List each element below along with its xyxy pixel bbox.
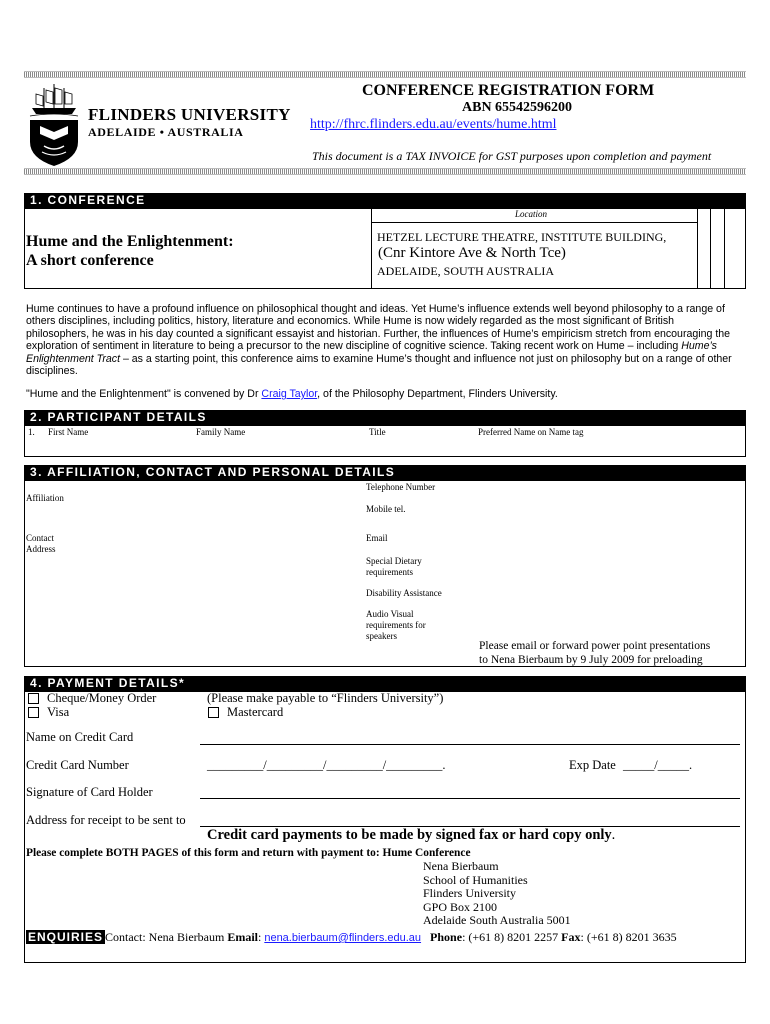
top-hatch-divider [24, 71, 746, 78]
conference-col-c [724, 208, 725, 289]
return-instructions: Please complete BOTH PAGES of this form and return with payment to: Hume Conference [26, 847, 471, 859]
university-location: ADELAIDE • AUSTRALIA [88, 125, 244, 139]
exp-date-label: Exp Date [569, 758, 616, 772]
card-number-field[interactable]: _________/_________/_________/_________. [207, 758, 446, 772]
av-requirements-label: Audio Visual requirements for speakers [366, 609, 426, 641]
address-line: Nena Bierbaum [423, 859, 499, 873]
section-3-header: 3. AFFILIATION, CONTACT AND PERSONAL DETAILS [24, 465, 746, 480]
dietary-label: Special Dietary requirements [366, 556, 422, 577]
tax-invoice-note: This document is a TAX INVOICE for GST purposes upon completion and payment [312, 149, 712, 163]
form-title: CONFERENCE REGISTRATION FORM [362, 82, 655, 99]
section-4-header: 4. PAYMENT DETAILS* [24, 676, 746, 691]
description-part-1: Hume continues to have a profound influence on philosophical thought and ideas. Yet Hume’s influence extends well beyond philosophy to a range of others disciplines, including politics, history, literature and economics. While Hume is now widely regarded as the most significant of British philosophers, he was in his day counted a significant essayist and historian. Further, the influences of Hume’s empiricism stretch from encouraging the exploration of sentiment in literature to being a precursor to the new discipline of cognitive science. Taking recent work on Hume – including [26, 303, 731, 353]
enquiries-email-link[interactable]: nena.bierbaum@flinders.edu.au [264, 932, 422, 944]
exp-date-field[interactable]: _____/_____. [623, 758, 693, 772]
participant-row-number: 1. [28, 427, 35, 437]
convenor-line [26, 388, 558, 400]
enquiries-line: ENQUIRIES Contact: Nena Bierbaum Email: nena.bierbaum@flinders.edu.au Phone: (+61 8) 8201 2257 Fax: (+61 8) 8201 3635 [28, 930, 677, 944]
university-name: FLINDERS UNIVERSITY [88, 105, 291, 124]
section-1-header: 1. CONFERENCE [24, 193, 746, 208]
affiliation-label: Affiliation [26, 493, 64, 503]
return-address [423, 860, 571, 928]
event-url-link[interactable]: http://fhrc.flinders.edu.au/events/hume.html [310, 117, 557, 132]
venue-line2: (Cnr Kintore Ave & North Tce) [378, 245, 566, 261]
mobile-label: Mobile tel. [366, 504, 406, 514]
cheque-checkbox[interactable] [28, 693, 39, 704]
enquiries-email-label: Email [227, 930, 258, 944]
visa-checkbox[interactable] [28, 707, 39, 718]
venue-line1: HETZEL LECTURE THEATRE, INSTITUTE BUILDING, [377, 230, 667, 244]
email-label: Email [366, 533, 388, 543]
conference-title-line2: A short conference [26, 252, 154, 269]
family-name-label: Family Name [196, 427, 246, 437]
signature-label: Signature of Card Holder [26, 785, 153, 799]
receipt-address-label: Address for receipt to be sent to [26, 813, 186, 827]
disability-label: Disability Assistance [366, 588, 442, 598]
convened-post: , of the Philosophy Department, Flinders University. [317, 388, 558, 400]
powerpoint-note-line2: to Nena Bierbaum by 9 July 2009 for preloading [479, 654, 703, 666]
flinders-crest-icon [26, 82, 82, 166]
description-tract-title: Hume’s Enlightenment Tract [26, 340, 717, 365]
conference-title [26, 232, 234, 270]
mastercard-label: Mastercard [227, 705, 284, 719]
enquiries-phone: : (+61 8) 8201 2257 [462, 930, 562, 944]
credit-card-note-text: Credit card payments to be made by signed fax or hard copy only [207, 827, 612, 843]
address-line: GPO Box 2100 [423, 899, 498, 914]
enquiries-phone-label: Phone [430, 930, 463, 944]
powerpoint-note-line1: Please email or forward power point presentations [479, 640, 711, 652]
conference-col-b [710, 208, 711, 289]
abn: ABN 65542596200 [462, 100, 573, 115]
section-2-header: 2. PARTICIPANT DETAILS [24, 410, 746, 425]
card-number-label: Credit Card Number [26, 758, 129, 772]
location-label: Location [515, 209, 548, 219]
visa-label: Visa [47, 705, 70, 719]
address-line: School of Humanities [423, 872, 528, 887]
cheque-label: Cheque/Money Order [47, 691, 157, 705]
mid-hatch-divider [24, 168, 746, 175]
address-line: Flinders University [423, 886, 516, 901]
enquiries-contact: Contact: Nena Bierbaum [105, 930, 228, 944]
conference-title-line1: Hume and the Enlightenment: [26, 233, 234, 250]
mastercard-checkbox[interactable] [208, 707, 219, 718]
address-line: Adelaide South Australia 5001 [423, 913, 571, 928]
name-on-card-label: Name on Credit Card [26, 730, 134, 744]
payable-note: (Please make payable to “Flinders University”) [207, 691, 444, 705]
signature-field[interactable] [200, 798, 740, 799]
enquiries-fax: : (+61 8) 8201 3635 [580, 930, 677, 944]
title-label: Title [369, 427, 386, 437]
telephone-label: Telephone Number [366, 482, 436, 492]
name-on-card-field[interactable] [200, 744, 740, 745]
contact-address-label: Contact Address [26, 533, 56, 554]
powerpoint-note [479, 639, 710, 667]
description-part-3: – as a starting point, this conference aims to examine Hume’s thought and influence not just on philosophy but on a range of other disciplines. [26, 352, 732, 378]
enquiries-label: ENQUIRIES [28, 930, 104, 944]
convenor-link[interactable]: Craig Taylor [261, 388, 318, 400]
credit-card-note-period: . [611, 827, 616, 843]
enquiries-fax-label: Fax [561, 930, 581, 944]
conference-col-a [697, 208, 698, 289]
venue-line3: ADELAIDE, SOUTH AUSTRALIA [377, 264, 554, 278]
convened-pre: "Hume and the Enlightenment" is convened by Dr [26, 388, 262, 400]
location-underline [371, 222, 697, 223]
preferred-name-label: Preferred Name on Name tag [478, 427, 584, 437]
conference-divider [371, 208, 372, 289]
credit-card-note [207, 827, 615, 844]
conference-description [26, 303, 740, 377]
first-name-label: First Name [48, 427, 89, 437]
